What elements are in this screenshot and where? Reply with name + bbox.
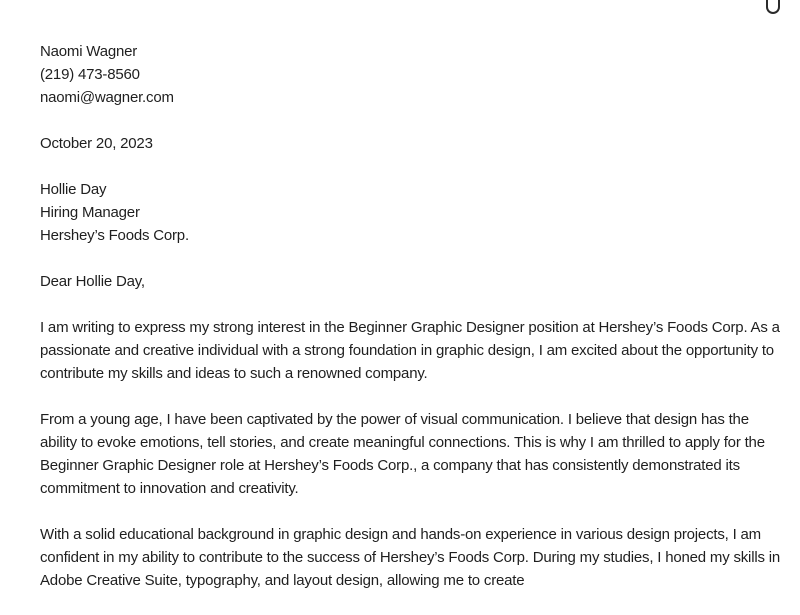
cover-letter <box>40 40 780 615</box>
body-paragraph-3: With a solid educational background in graphic design and hands-on experience in various design projects, I am confident in my ability to contribute to the success of Hershey’s Foods Corp. During my studies, I honed my skills in Adobe Creative Suite, typography, and layout design, allowing me to create <box>40 526 780 589</box>
letter-date: October 20, 2023 <box>40 135 153 152</box>
recipient-name: Hollie Day <box>40 181 107 198</box>
salutation: Dear Hollie Day, <box>40 273 145 290</box>
sender-email: naomi@wagner.com <box>40 89 174 106</box>
sender-phone: (219) 473-8560 <box>40 66 140 83</box>
sender-name: Naomi Wagner <box>40 43 138 60</box>
recipient-block <box>40 178 780 247</box>
partial-icon[interactable] <box>766 0 780 14</box>
body-paragraph-2: From a young age, I have been captivated by the power of visual communication. I believe that design has the ability to evoke emotions, tell stories, and create meaningful connections. This is why I am thrilled to apply for the Beginner Graphic Designer role at Hershey’s Foods Corp., a company that has consistently demonstrated its commitment to innovation and creativity. <box>40 411 765 497</box>
recipient-title: Hiring Manager <box>40 204 140 221</box>
recipient-company: Hershey’s Foods Corp. <box>40 227 189 244</box>
body-paragraph-1: I am writing to express my strong interest in the Beginner Graphic Designer position at Hershey’s Foods Corp. As a passionate and creative individual with a strong foundation in graphic design, I am excited about the opportunity to contribute my skills and ideas to such a renowned company. <box>40 319 780 382</box>
sender-block <box>40 40 780 109</box>
date-block <box>40 132 780 155</box>
salutation-block <box>40 270 780 293</box>
